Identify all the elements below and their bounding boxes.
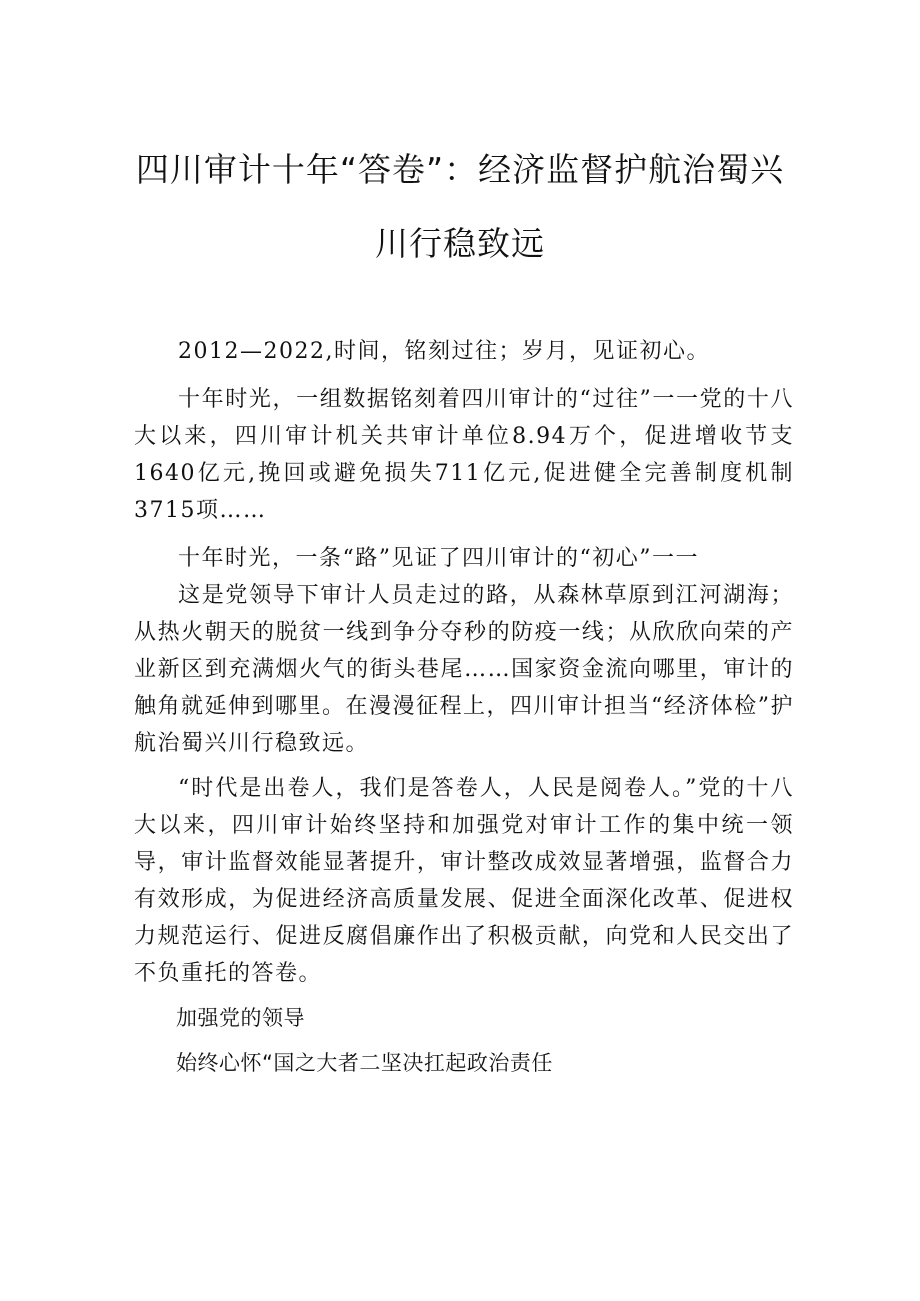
paragraph-intro: 2012—2022,时间，铭刻过往；岁月，见证初心。 [178, 339, 710, 364]
paragraph-era-quote: “时代是出卷人，我们是答卷人，人民是阅卷人。”党的十八大以来，四川审计始终坚持和加强党对审计工作的集中统一领导，审计监督效能显著提升，审计整改成效显著增强，监督合力有效形成，为促进经济高质量发展、促进全面深化改革、促进权力规范运行、促进反腐倡廉作出了积极贡献，向党和人民交出了不负重托的答卷。 [134, 776, 794, 986]
paragraph-road-lead: 十年时光，一条“路”见证了四川审计的“初心”一一 [178, 546, 699, 571]
section-subheading-political-responsibility: 始终心怀“国之大者二坚决扛起政治责任 [176, 1051, 553, 1075]
document-title-line-2: 川行稳致远 [375, 224, 545, 263]
paragraph-data-summary: 十年时光，一组数据铭刻着四川审计的“过往”一一党的十八大以来，四川审计机关共审计单位8.94万个，促进增收节支1640亿元,挽回或避免损失711亿元,促进健全完善制度机制3715项…… [134, 387, 794, 523]
document-body [134, 333, 794, 1082]
section-heading-party-leadership: 加强党的领导 [176, 1006, 305, 1030]
paragraph-road-description: 这是党领导下审计人员走过的路，从森林草原到江河湖海；从热火朝天的脱贫一线到争分夺秒的防疫一线；从欣欣向荣的产业新区到充满烟火气的街头巷尾……国家资金流向哪里，审计的触角就延伸到哪里。在漫漫征程上，四川审计担当“经济体检”护航治蜀兴川行稳致远。 [134, 583, 794, 756]
document-title-line-1: 四川审计十年“答卷”：经济监督护航治蜀兴 [135, 150, 785, 189]
